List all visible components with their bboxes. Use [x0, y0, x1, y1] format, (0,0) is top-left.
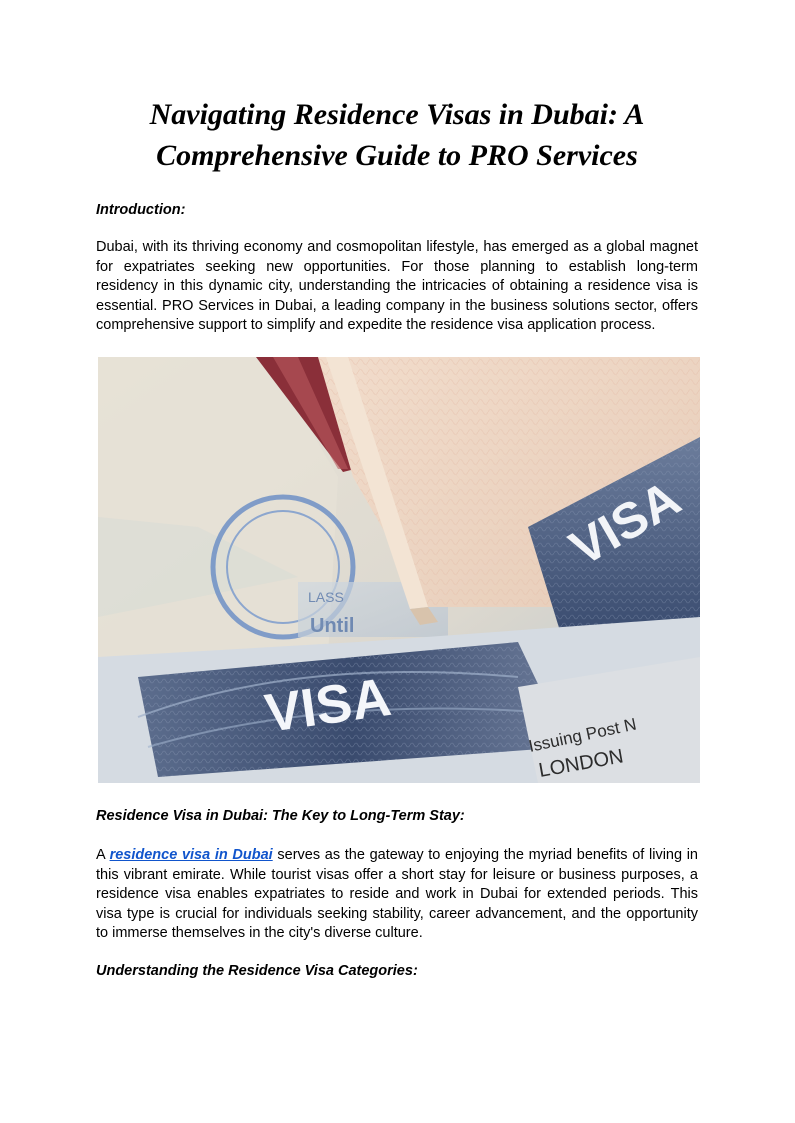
title-line-2: Comprehensive Guide to PRO Services: [156, 139, 638, 172]
visa-text-bottom: VISA: [261, 666, 395, 744]
stamp-text-2: LASS: [308, 589, 344, 605]
intro-line: comprehensive support to simplify and expedite the residence visa application process.: [96, 317, 656, 334]
section1-line: this vibrant emirate. While tourist visas offer a short stay for leisure or business purposes, a: [96, 866, 698, 883]
section1-heading: Residence Visa in Dubai: The Key to Long-Term Stay:: [96, 808, 465, 824]
stamp-text-1: Until: [310, 615, 355, 637]
section1-line: to immerse themselves in the city's diverse culture.: [96, 925, 423, 942]
issuing-post-text: Issuing Post N: [526, 714, 639, 756]
section1-line: visa type is crucial for individuals seeking stability, career advancement, and the opportunity: [96, 905, 698, 922]
visa-illustration: [98, 357, 700, 783]
intro-paragraph: [96, 238, 698, 336]
issuing-city-text: LONDON: [537, 745, 626, 782]
title-line-1: Navigating Residence Visas in Dubai: A: [149, 98, 645, 131]
intro-line: Dubai, with its thriving economy and cosmopolitan lifestyle, has emerged as a global magnet: [96, 239, 698, 255]
intro-line: for expatriates seeking new opportunities. For those planning to establish long-term: [96, 258, 698, 275]
section1-line1-prefix: A: [96, 847, 110, 863]
intro-heading: Introduction:: [96, 202, 186, 218]
section1-line1-suffix: serves as the gateway to enjoying the myriad benefits of living in: [272, 847, 699, 863]
visa-text-top: VISA: [560, 469, 690, 577]
section1-line: [96, 846, 698, 866]
residence-visa-link[interactable]: residence visa in Dubai: [109, 847, 273, 863]
page-title: [96, 94, 698, 176]
intro-line: essential. PRO Services in Dubai, a leading company in the business solutions sector, offers: [96, 297, 698, 314]
visa-passport-photo: [98, 357, 700, 783]
intro-line: residency in this dynamic city, understanding the intricacies of obtaining a residence visa is: [96, 278, 698, 295]
section2-heading: Understanding the Residence Visa Categories:: [96, 963, 418, 979]
section1-line: residence visa enables expatriates to reside and work in Dubai for extended periods. This: [96, 886, 698, 903]
section1-paragraph: [96, 846, 698, 944]
